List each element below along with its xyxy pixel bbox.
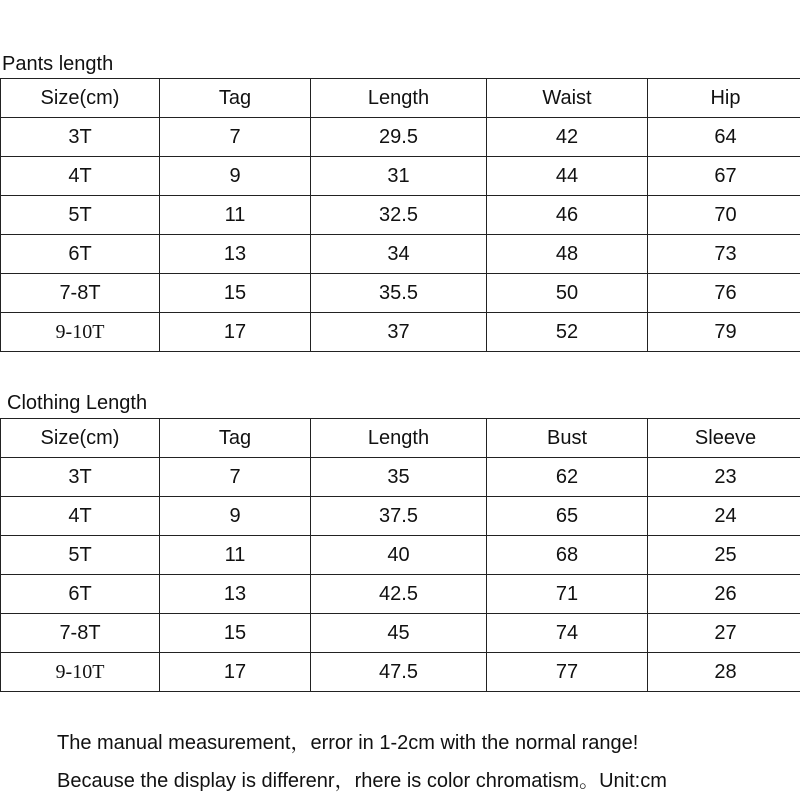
header-cell: Tag xyxy=(160,79,311,118)
waist-cell: 42 xyxy=(487,118,648,157)
table-row xyxy=(1,274,800,313)
waist-cell: 44 xyxy=(487,157,648,196)
pants-size-table xyxy=(0,78,800,352)
tag-cell: 9 xyxy=(160,497,311,536)
header-cell: Sleeve xyxy=(648,419,800,458)
header-cell: Length xyxy=(311,79,487,118)
size-cell: 9-10T xyxy=(1,653,160,692)
length-cell: 42.5 xyxy=(311,575,487,614)
header-cell: Waist xyxy=(487,79,648,118)
bust-cell: 71 xyxy=(487,575,648,614)
tag-cell: 15 xyxy=(160,614,311,653)
table-row xyxy=(1,497,800,536)
length-cell: 35.5 xyxy=(311,274,487,313)
bust-cell: 65 xyxy=(487,497,648,536)
color-chromatism-note: Because the display is differenr，rhere is color chromatism。Unit:cm xyxy=(57,770,667,792)
measurement-notes xyxy=(57,724,667,800)
size-cell: 3T xyxy=(1,118,160,157)
size-cell: 6T xyxy=(1,235,160,274)
tag-cell: 13 xyxy=(160,235,311,274)
tag-cell: 11 xyxy=(160,196,311,235)
tag-cell: 7 xyxy=(160,458,311,497)
header-cell: Bust xyxy=(487,419,648,458)
length-cell: 40 xyxy=(311,536,487,575)
sleeve-cell: 23 xyxy=(648,458,800,497)
size-cell: 7-8T xyxy=(1,614,160,653)
hip-cell: 70 xyxy=(648,196,800,235)
size-cell: 5T xyxy=(1,196,160,235)
size-cell: 4T xyxy=(1,157,160,196)
length-cell: 37 xyxy=(311,313,487,352)
tag-cell: 15 xyxy=(160,274,311,313)
table-row xyxy=(1,458,800,497)
hip-cell: 79 xyxy=(648,313,800,352)
sleeve-cell: 25 xyxy=(648,536,800,575)
length-cell: 31 xyxy=(311,157,487,196)
length-cell: 35 xyxy=(311,458,487,497)
length-cell: 34 xyxy=(311,235,487,274)
table-row xyxy=(1,118,800,157)
pants-length-title: Pants length xyxy=(2,53,114,75)
hip-cell: 67 xyxy=(648,157,800,196)
size-cell: 5T xyxy=(1,536,160,575)
hip-cell: 73 xyxy=(648,235,800,274)
length-cell: 32.5 xyxy=(311,196,487,235)
hip-cell: 64 xyxy=(648,118,800,157)
table-header-row xyxy=(1,419,800,458)
tag-cell: 17 xyxy=(160,653,311,692)
header-cell: Size(cm) xyxy=(1,79,160,118)
bust-cell: 77 xyxy=(487,653,648,692)
hip-cell: 76 xyxy=(648,274,800,313)
table-row xyxy=(1,614,800,653)
tag-cell: 17 xyxy=(160,313,311,352)
table-row xyxy=(1,653,800,692)
measurement-error-note: The manual measurement，error in 1-2cm with the normal range! xyxy=(57,732,639,754)
waist-cell: 48 xyxy=(487,235,648,274)
header-cell: Hip xyxy=(648,79,800,118)
length-cell: 37.5 xyxy=(311,497,487,536)
size-cell: 9-10T xyxy=(1,313,160,352)
clothing-length-title: Clothing Length xyxy=(7,392,148,414)
table-row xyxy=(1,575,800,614)
waist-cell: 52 xyxy=(487,313,648,352)
tag-cell: 13 xyxy=(160,575,311,614)
waist-cell: 46 xyxy=(487,196,648,235)
sleeve-cell: 28 xyxy=(648,653,800,692)
tag-cell: 9 xyxy=(160,157,311,196)
tag-cell: 11 xyxy=(160,536,311,575)
size-cell: 7-8T xyxy=(1,274,160,313)
clothing-size-table xyxy=(0,418,800,692)
table-row xyxy=(1,157,800,196)
length-cell: 45 xyxy=(311,614,487,653)
length-cell: 47.5 xyxy=(311,653,487,692)
header-cell: Tag xyxy=(160,419,311,458)
size-cell: 6T xyxy=(1,575,160,614)
sleeve-cell: 27 xyxy=(648,614,800,653)
table-row xyxy=(1,536,800,575)
table-row xyxy=(1,313,800,352)
table-row xyxy=(1,235,800,274)
length-cell: 29.5 xyxy=(311,118,487,157)
sleeve-cell: 24 xyxy=(648,497,800,536)
size-cell: 4T xyxy=(1,497,160,536)
size-cell: 3T xyxy=(1,458,160,497)
header-cell: Size(cm) xyxy=(1,419,160,458)
header-cell: Length xyxy=(311,419,487,458)
table-header-row xyxy=(1,79,800,118)
table-row xyxy=(1,196,800,235)
sleeve-cell: 26 xyxy=(648,575,800,614)
bust-cell: 62 xyxy=(487,458,648,497)
waist-cell: 50 xyxy=(487,274,648,313)
bust-cell: 74 xyxy=(487,614,648,653)
bust-cell: 68 xyxy=(487,536,648,575)
tag-cell: 7 xyxy=(160,118,311,157)
